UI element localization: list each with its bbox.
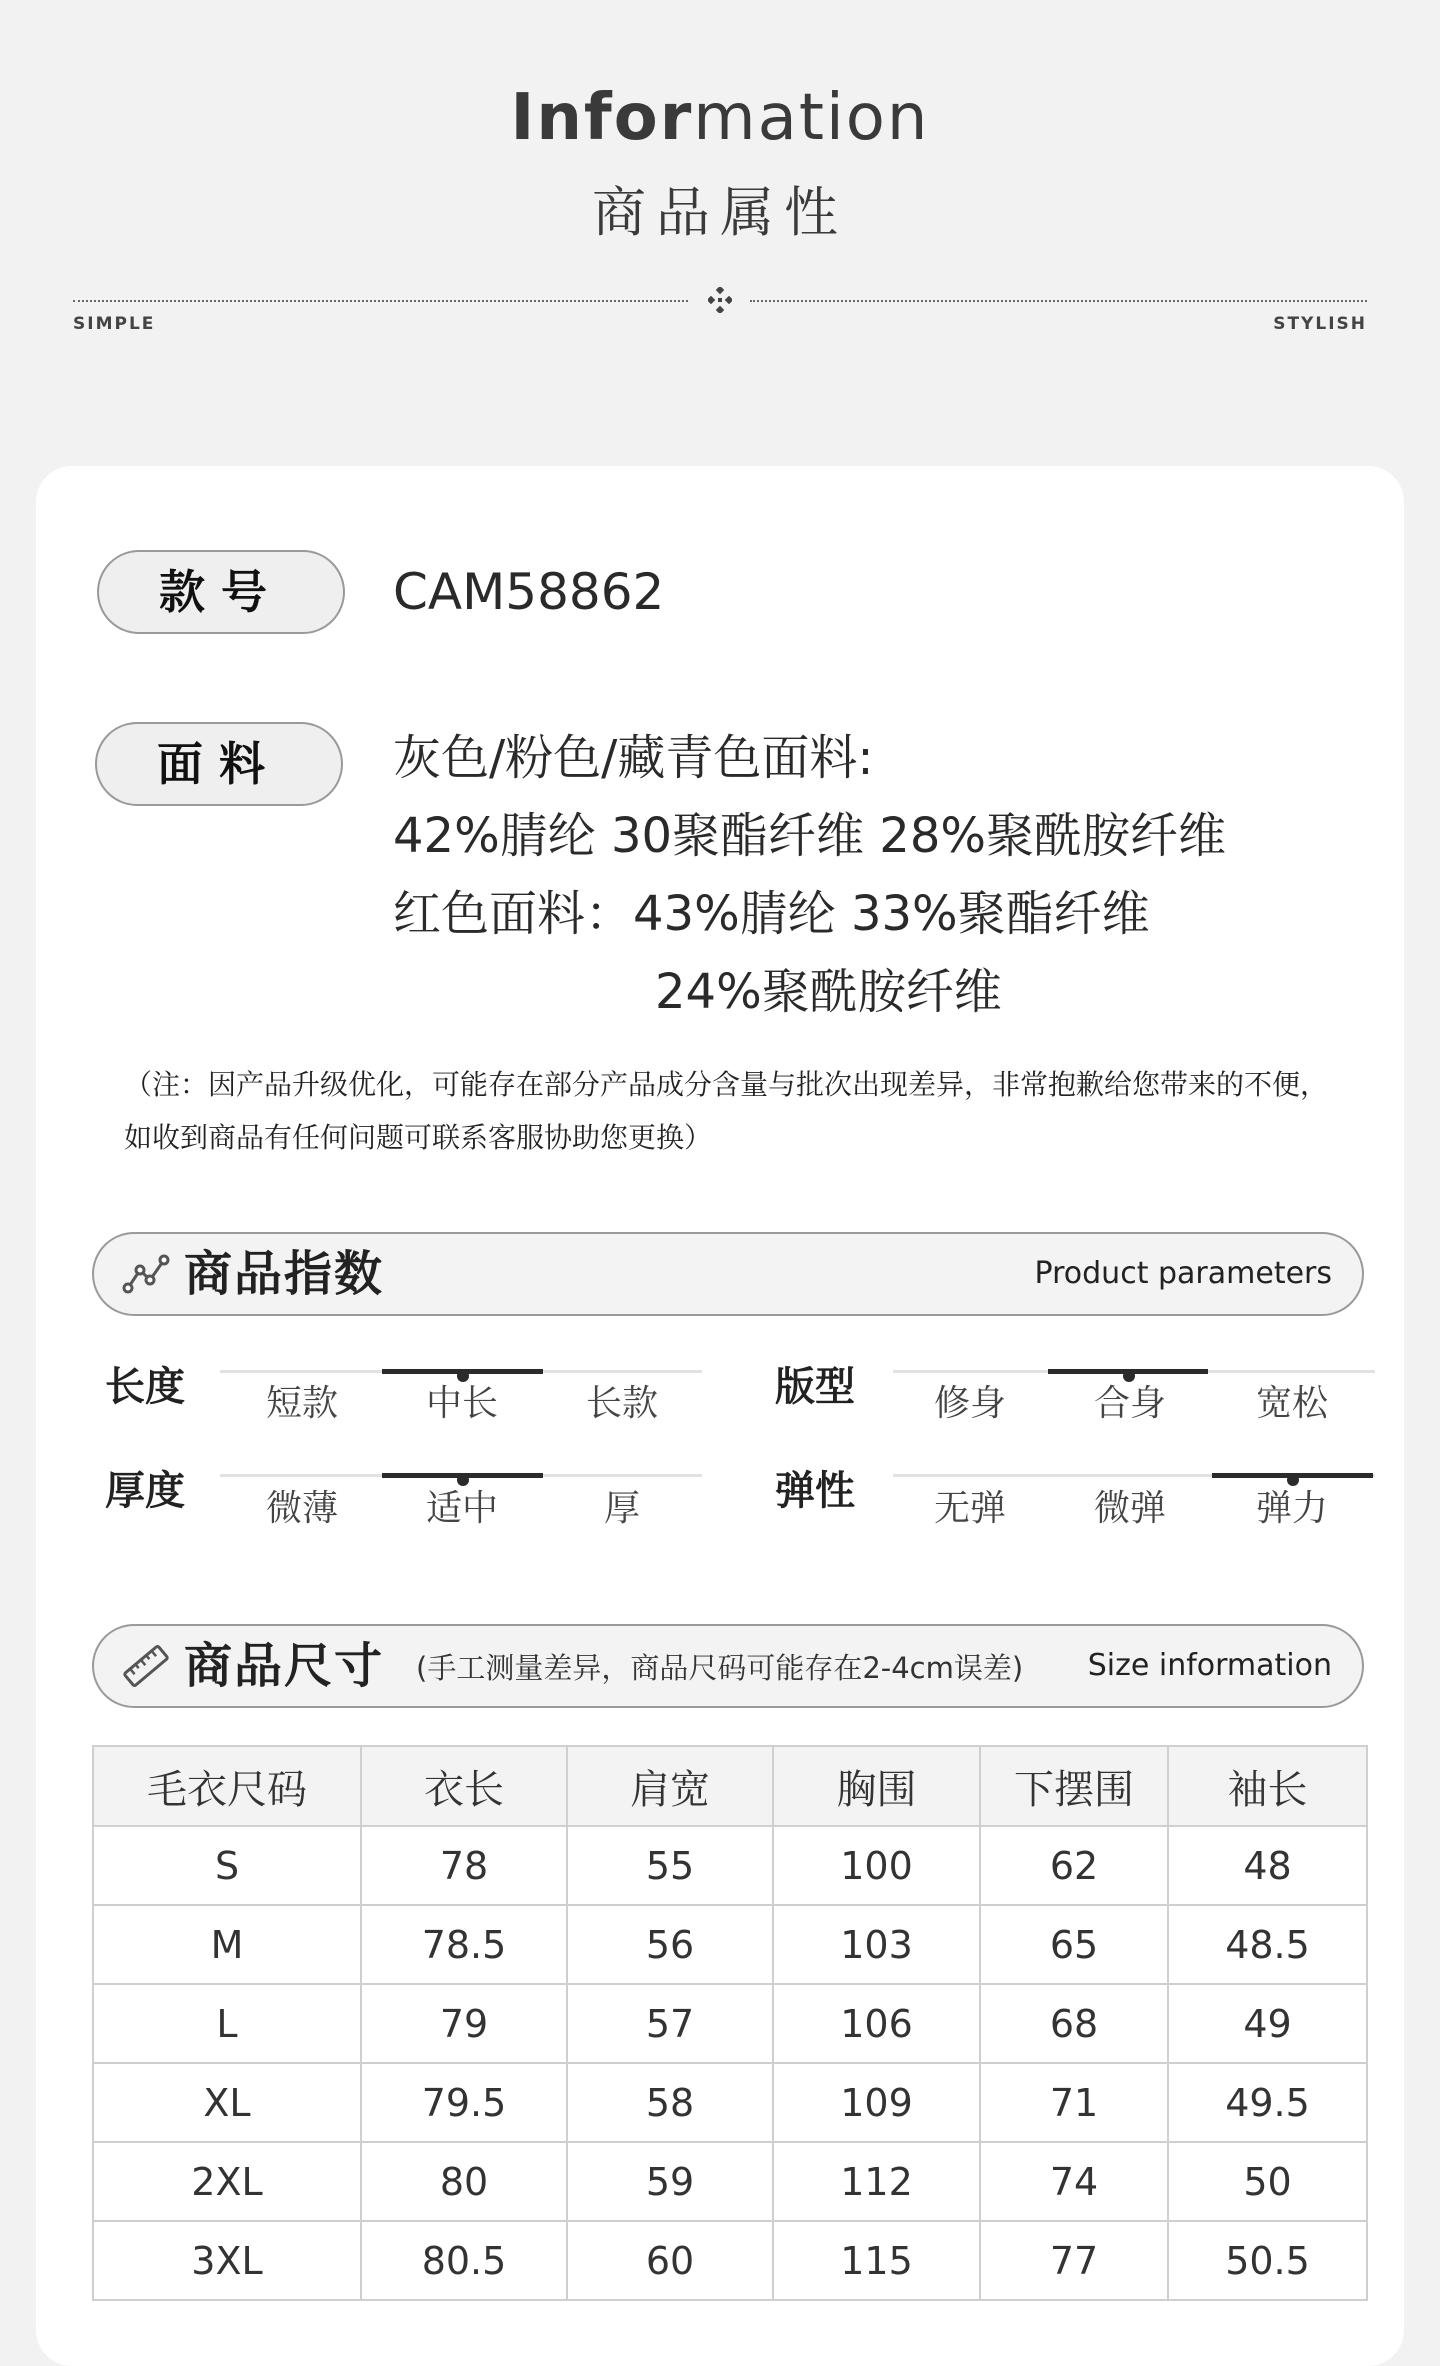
tag-stylish: STYLISH <box>1273 314 1367 334</box>
table-cell: 57 <box>567 1984 773 2063</box>
size-table <box>92 1745 1368 2301</box>
table-row <box>93 2221 1367 2300</box>
table-cell: 3XL <box>93 2221 361 2300</box>
table-cell: 79.5 <box>361 2063 567 2142</box>
table-cell: 65 <box>980 1905 1168 1984</box>
table-header-cell: 肩宽 <box>567 1746 773 1826</box>
table-header-cell: 毛衣尺码 <box>93 1746 361 1826</box>
table-cell: 49 <box>1168 1984 1367 2063</box>
table-cell: 58 <box>567 2063 773 2142</box>
divider-right <box>750 300 1367 302</box>
table-header-cell: 胸围 <box>773 1746 980 1826</box>
material-line: 42%腈纶 30聚酯纤维 28%聚酰胺纤维 <box>393 808 1226 864</box>
material-line: 灰色/粉色/藏青色面料: <box>393 730 874 786</box>
table-cell: 77 <box>980 2221 1168 2300</box>
table-cell: 78.5 <box>361 1905 567 1984</box>
param-option: 长款 <box>585 1383 658 1424</box>
table-header-cell: 袖长 <box>1168 1746 1367 1826</box>
table-cell: XL <box>93 2063 361 2142</box>
size-info-subtitle: (手工测量差异，商品尺码可能存在2-4cm误差) <box>416 1651 1024 1685</box>
parameters-header <box>92 1232 1364 1316</box>
table-cell: 60 <box>567 2221 773 2300</box>
param-selected-dot <box>1287 1474 1299 1486</box>
table-cell: M <box>93 1905 361 1984</box>
tag-simple: SIMPLE <box>73 314 156 334</box>
page-title-en <box>0 78 1440 158</box>
param-selected-dot <box>457 1474 469 1486</box>
table-row <box>93 2142 1367 2221</box>
param-option-selected: 适中 <box>425 1488 498 1529</box>
param-option: 厚 <box>603 1488 640 1529</box>
table-cell: 115 <box>773 2221 980 2300</box>
param-option-selected: 合身 <box>1093 1383 1166 1424</box>
table-cell: 100 <box>773 1826 980 1905</box>
table-cell: 68 <box>980 1984 1168 2063</box>
param-label-fit: 版型 <box>775 1364 855 1410</box>
note-line: （注：因产品升级优化，可能存在部分产品成分含量与批次出现差异，非常抱歉给您带来的不便， <box>124 1068 1329 1101</box>
param-option: 微弹 <box>1093 1488 1166 1529</box>
table-cell: 79 <box>361 1984 567 2063</box>
table-cell: 62 <box>980 1826 1168 1905</box>
param-option: 短款 <box>265 1383 338 1424</box>
style-number-pill: 款号 <box>97 550 345 634</box>
param-label-elasticity: 弹性 <box>775 1468 855 1514</box>
divider-left <box>73 300 688 302</box>
table-cell: 56 <box>567 1905 773 1984</box>
param-option: 无弹 <box>933 1488 1006 1529</box>
size-info-header <box>92 1624 1364 1708</box>
table-cell: 49.5 <box>1168 2063 1367 2142</box>
diamond-ornament-icon <box>708 287 732 313</box>
param-option: 修身 <box>933 1383 1006 1424</box>
table-header-cell: 衣长 <box>361 1746 567 1826</box>
table-cell: 50.5 <box>1168 2221 1367 2300</box>
table-cell: 109 <box>773 2063 980 2142</box>
size-info-title-en: Size information <box>1087 1648 1332 1683</box>
table-cell: 103 <box>773 1905 980 1984</box>
table-cell: 80.5 <box>361 2221 567 2300</box>
table-cell: 48.5 <box>1168 1905 1367 1984</box>
table-cell: 78 <box>361 1826 567 1905</box>
table-cell: 59 <box>567 2142 773 2221</box>
param-option: 宽松 <box>1255 1383 1328 1424</box>
table-cell: 50 <box>1168 2142 1367 2221</box>
table-cell: 80 <box>361 2142 567 2221</box>
table-row <box>93 2063 1367 2142</box>
param-option-selected: 中长 <box>425 1383 498 1424</box>
note-line: 如收到商品有任何问题可联系客服协助您更换） <box>124 1121 713 1154</box>
table-row <box>93 1826 1367 1905</box>
table-cell: 55 <box>567 1826 773 1905</box>
title-en-light: mation <box>693 81 930 155</box>
material-pill: 面料 <box>95 722 343 806</box>
page-title-cn: 商品属性 <box>592 181 848 244</box>
table-row <box>93 1905 1367 1984</box>
table-cell: 106 <box>773 1984 980 2063</box>
param-label-length: 长度 <box>105 1364 185 1410</box>
parameters-title: 商品指数 <box>184 1246 385 1302</box>
table-cell: 112 <box>773 2142 980 2221</box>
trend-line-icon <box>122 1252 170 1296</box>
material-line: 24%聚酰胺纤维 <box>655 964 1002 1020</box>
table-cell: 74 <box>980 2142 1168 2221</box>
ruler-icon <box>122 1644 170 1688</box>
table-header-row <box>93 1746 1367 1826</box>
table-cell: 71 <box>980 2063 1168 2142</box>
table-cell: 2XL <box>93 2142 361 2221</box>
style-number-value: CAM58862 <box>393 563 665 621</box>
param-label-thickness: 厚度 <box>105 1468 185 1514</box>
title-en-bold: Infor <box>510 81 694 155</box>
parameters-title-en: Product parameters <box>1034 1256 1332 1291</box>
table-cell: S <box>93 1826 361 1905</box>
param-option: 微薄 <box>265 1488 338 1529</box>
table-header-cell: 下摆围 <box>980 1746 1168 1826</box>
table-cell: 48 <box>1168 1826 1367 1905</box>
param-option-selected: 弹力 <box>1255 1488 1328 1529</box>
size-info-title: 商品尺寸 <box>184 1638 385 1694</box>
table-row <box>93 1984 1367 2063</box>
table-cell: L <box>93 1984 361 2063</box>
material-line: 红色面料：43%腈纶 33%聚酯纤维 <box>393 886 1150 942</box>
